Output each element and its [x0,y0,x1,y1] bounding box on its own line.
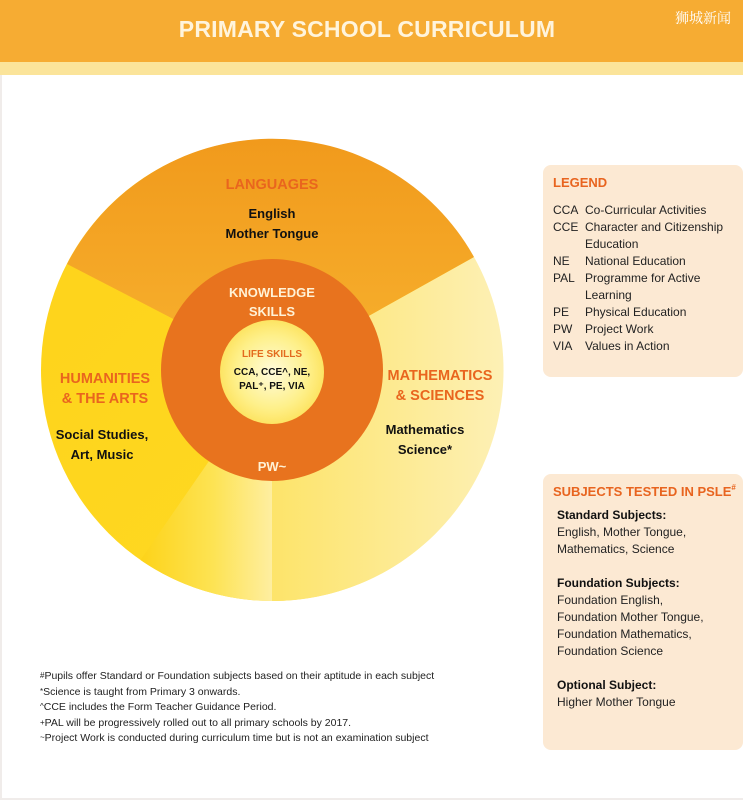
languages-subject-mother-tongue: Mother Tongue [225,225,319,241]
footnote [40,716,460,732]
knowledge-skills-label [212,283,332,321]
legend-row [553,253,743,270]
footnote-text: CCE includes the Form Teacher Guidance Period. [43,701,277,713]
life-skills-line1: CCA, CCE^, NE, [233,367,311,378]
knowledge-label: KNOWLEDGE [229,285,315,300]
humanities-subject-line1: Social Studies, [55,427,149,442]
footnote-text: PAL will be progressively rolled out to all primary schools by 2017. [44,716,352,729]
foundation-subjects-line4: Foundation Science [557,644,664,658]
foundation-subjects-heading: Foundation Subjects: [557,576,680,590]
footnote [40,700,460,716]
standard-subjects-line1: English, Mother Tongue, [557,525,687,539]
footnote [40,731,460,747]
skills-label: SKILLS [248,304,296,319]
project-work-label: PW~ [257,459,287,474]
legend-abbr: PW [553,322,573,336]
legend-desc: Physical Education [585,305,687,319]
humanities-title [50,369,160,409]
foundation-subjects-line2: Foundation Mother Tongue, [557,610,704,624]
humanities-subject-line2: Art, Music [70,446,134,462]
legend-row [553,338,743,355]
maths-sciences-title-line1: MATHEMATICS [387,368,493,384]
maths-sciences-title [380,366,500,406]
psle-title-mark: # [731,483,736,492]
life-skills-title: LIFE SKILLS [242,349,302,360]
legend-desc: Project Work [585,322,654,336]
psle-title [553,484,736,499]
psle-body [557,507,743,711]
legend-desc: Values in Action [585,339,670,353]
footnotes [40,669,460,747]
legend-abbr: NE [553,254,570,268]
footnote [40,685,460,701]
languages-title: LANGUAGES [225,177,319,193]
footnote-text: Science is taught from Primary 3 onwards. [43,685,241,698]
life-skills-list [222,366,322,394]
footnote-text: Pupils offer Standard or Foundation subjects based on their aptitude in each subject [44,670,435,682]
legend-desc: Character and Citizenship Education [585,220,724,251]
legend-abbr: PAL [553,271,575,285]
maths-sciences-title-line2: & SCIENCES [395,388,485,404]
legend-list [553,202,743,355]
legend-desc: Programme for Active Learning [585,271,701,302]
legend-desc: National Education [585,254,686,268]
legend-panel [543,165,743,377]
foundation-subjects-line1: Foundation English, [557,593,664,607]
watermark: 狮城新闻 [675,11,731,27]
optional-subject-heading: Optional Subject: [557,678,657,692]
legend-abbr: VIA [553,339,573,353]
foundation-subjects-line3: Foundation Mathematics, [557,627,692,641]
legend-abbr: CCA [553,203,579,217]
page-title: PRIMARY SCHOOL CURRICULUM [178,16,556,42]
humanities-title-line2: & THE ARTS [61,391,149,407]
footnote-mark: ^ [40,702,44,711]
legend-row [553,304,743,321]
footnote-mark: # [40,671,45,680]
legend-desc: Co-Curricular Activities [585,203,707,217]
maths-sciences-subject-line2: Science* [397,441,453,457]
maths-sciences-subjects [370,420,480,459]
languages-subject-english: English [248,206,296,221]
legend-row [553,202,743,219]
footnote-mark: ~ [40,733,45,742]
legend-row [553,270,743,304]
psle-panel [543,474,743,750]
standard-subjects-line2: Mathematics, Science [557,542,675,556]
legend-title: LEGEND [553,175,608,190]
footnote [40,669,460,685]
languages-subjects [172,204,372,243]
humanities-subjects [46,425,158,464]
footnote-mark: * [40,686,44,696]
legend-row [553,219,743,253]
footnote-text: Project Work is conducted during curriculum time but is not an examination subject [44,732,429,744]
legend-abbr: CCE [553,220,579,234]
standard-subjects-heading: Standard Subjects: [557,508,667,522]
optional-subject-line1: Higher Mother Tongue [557,695,676,709]
life-skills-line2: PAL⁺, PE, VIA [239,381,305,392]
psle-title-text: SUBJECTS TESTED IN PSLE [553,484,732,499]
legend-abbr: PE [553,305,570,319]
footnote-mark: + [40,717,45,727]
humanities-title-line1: HUMANITIES [59,371,151,387]
legend-row [553,321,743,338]
maths-sciences-subject-line1: Mathematics [385,422,465,437]
